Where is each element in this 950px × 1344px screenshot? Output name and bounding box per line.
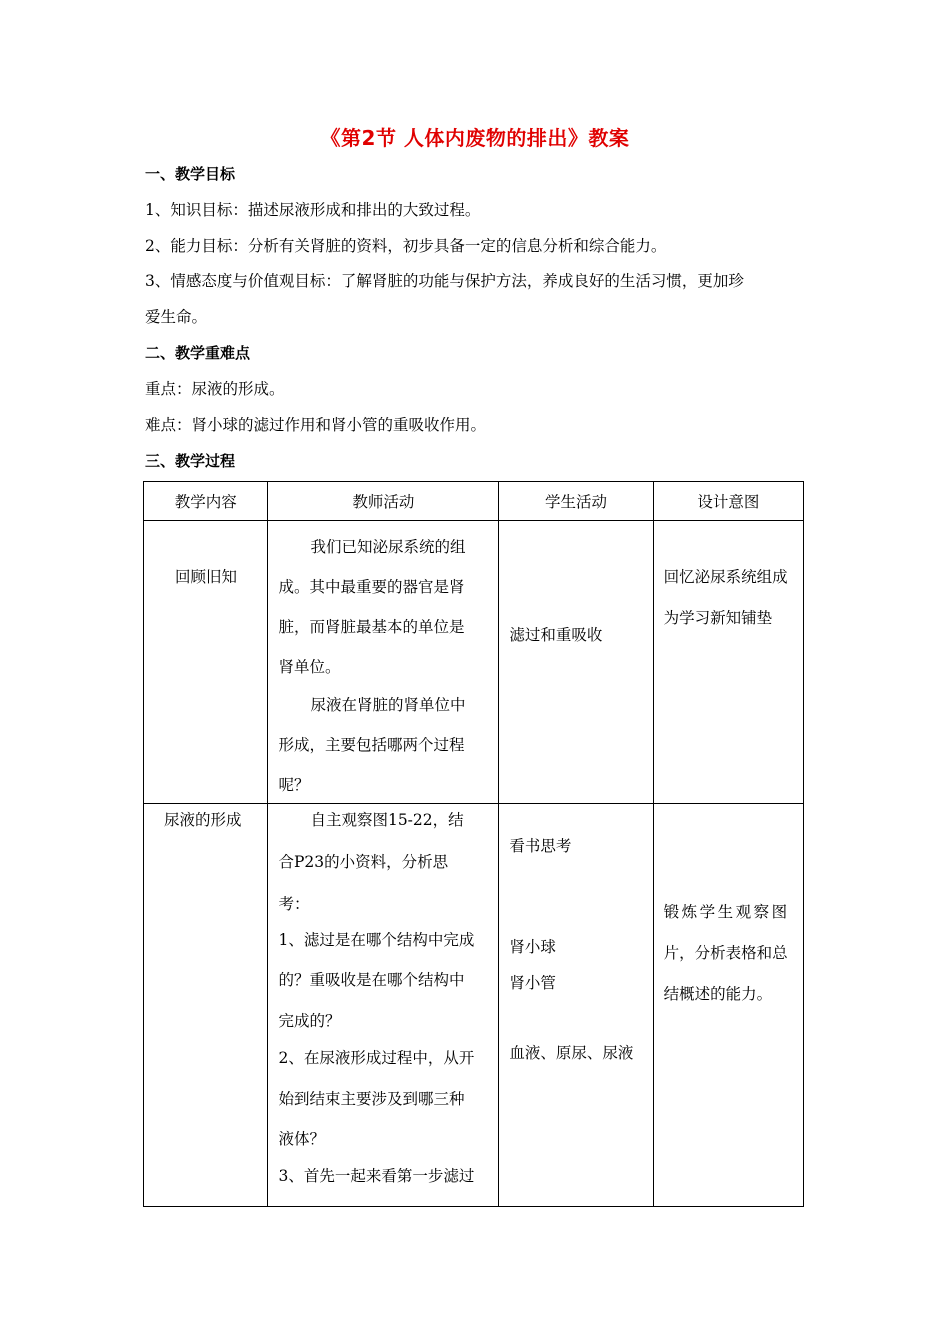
- row2-teacher-line: 始到结束主要涉及到哪三种: [278, 1090, 465, 1108]
- row2-teacher-line: 3、首先一起来看第一步滤过: [278, 1167, 475, 1185]
- row1-teacher-line: 呢？: [278, 776, 310, 794]
- goal-knowledge: 1、知识目标：描述尿液形成和排出的大致过程。: [145, 201, 481, 219]
- row2-teacher-line: 合P23的小资料，分析思: [278, 853, 449, 871]
- row2-intent-line: 锻炼学生观察图: [663, 903, 790, 921]
- page-title: 《第2节 人体内废物的排出》教案: [320, 126, 630, 150]
- row2-student-line: 肾小球: [509, 938, 556, 956]
- difficult-point: 难点：肾小球的滤过作用和肾小管的重吸收作用。: [145, 416, 487, 434]
- table-header-row: [144, 482, 804, 521]
- row1-teacher-line: 尿液在肾脏的肾单位中: [310, 696, 466, 714]
- row1-student: 滤过和重吸收: [509, 626, 603, 644]
- row2-student-line: 血液、原尿、尿液: [509, 1044, 634, 1062]
- section-heading-goals: 一、教学目标: [145, 165, 236, 183]
- row1-teacher-line: 我们已知泌尿系统的组: [310, 538, 466, 556]
- row2-content: 尿液的形成: [164, 811, 242, 829]
- row1-teacher-line: 形成，主要包括哪两个过程: [278, 736, 465, 754]
- row2-intent-line: 结概述的能力。: [663, 985, 773, 1003]
- row2-intent-line: 片，分析表格和总: [663, 944, 788, 962]
- row1-teacher-line: 肾单位。: [278, 658, 341, 676]
- row1-content: 回顾旧知: [175, 568, 238, 586]
- header-content: 教学内容: [144, 482, 268, 521]
- row1-intent-line: 为学习新知铺垫: [663, 609, 773, 627]
- row1-teacher-line: 成。其中最重要的器官是肾: [278, 578, 465, 596]
- table-row: [144, 804, 804, 1207]
- section-heading-keypoints: 二、教学重难点: [145, 344, 251, 362]
- table-row: [144, 521, 804, 804]
- goal-ability: 2、能力目标：分析有关肾脏的资料，初步具备一定的信息分析和综合能力。: [145, 237, 667, 255]
- row2-teacher-line: 的？重吸收是在哪个结构中: [278, 971, 465, 989]
- row2-teacher-line: 2、在尿液形成过程中，从开: [278, 1049, 475, 1067]
- row2-teacher-line: 液体？: [278, 1130, 325, 1148]
- header-intent: 设计意图: [653, 482, 803, 521]
- row2-student-line: 肾小管: [509, 974, 556, 992]
- goal-attitude: 3、情感态度与价值观目标：了解肾脏的功能与保护方法，养成良好的生活习惯，更加珍: [145, 272, 744, 290]
- header-teacher: 教师活动: [268, 482, 499, 521]
- header-student: 学生活动: [499, 482, 653, 521]
- row2-teacher-line: 1、滤过是在哪个结构中完成: [278, 931, 475, 949]
- row2-teacher-line: 完成的？: [278, 1012, 341, 1030]
- row2-teacher-line: 自主观察图15-22，结: [310, 811, 464, 829]
- section-heading-process: 三、教学过程: [145, 452, 236, 470]
- goal-attitude-cont: 爱生命。: [145, 308, 208, 326]
- row2-student-line: 看书思考: [509, 837, 572, 855]
- lesson-table: [143, 481, 804, 1207]
- row2-teacher-line: 考：: [278, 895, 310, 913]
- row1-teacher-line: 脏，而肾脏最基本的单位是: [278, 618, 465, 636]
- row1-intent-line: 回忆泌尿系统组成: [663, 568, 788, 586]
- key-point: 重点：尿液的形成。: [145, 380, 285, 398]
